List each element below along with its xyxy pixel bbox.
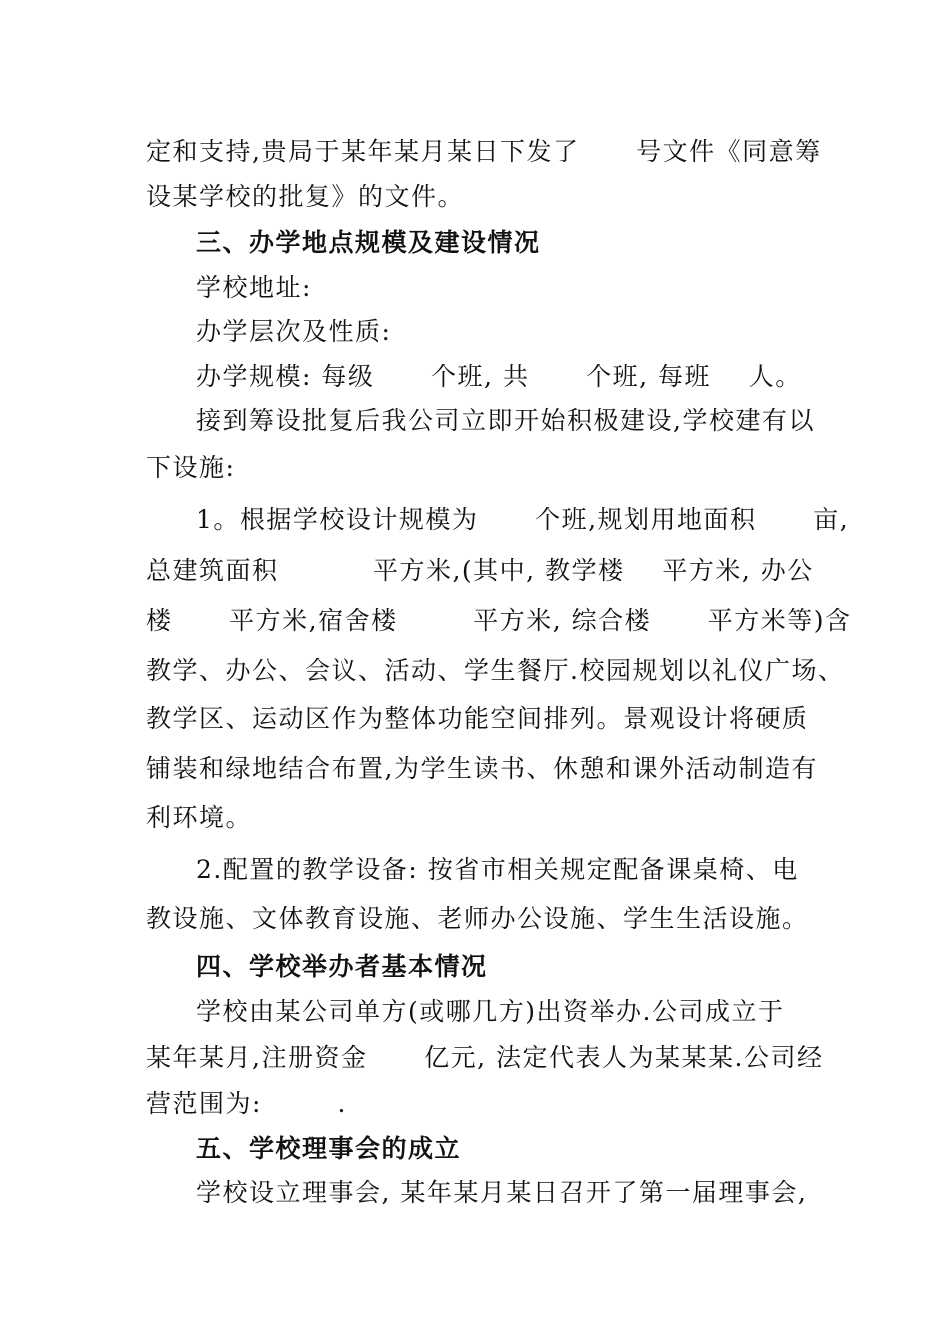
body-text-line: 教设施、文体教育设施、老师办公设施、学生生活设施。 — [146, 904, 809, 933]
body-text-line: 某年某月,注册资金 亿元, 法定代表人为某某某.公司经 — [146, 1043, 824, 1072]
body-text-line: 教学区、运动区作为整体功能空间排列。景观设计将硬质 — [146, 704, 809, 733]
body-text-line: 学校设立理事会, 某年某月某日召开了第一届理事会, — [196, 1178, 808, 1207]
body-text-line: 总建筑面积 平方米,(其中, 教学楼 平方米, 办公 — [146, 556, 814, 585]
body-text-line: 学校地址: — [196, 273, 312, 302]
body-text-line: 教学、办公、会议、活动、学生餐厅.校园规划以礼仪广场、 — [146, 656, 845, 685]
body-text-line: 接到筹设批复后我公司立即开始积极建设,学校建有以 — [196, 406, 815, 435]
section-heading-3: 三、办学地点规模及建设情况 — [196, 228, 541, 257]
body-text-line: 营范围为: . — [146, 1089, 347, 1118]
body-text-line: 1。根据学校设计规模为 个班,规划用地面积 亩, — [196, 505, 850, 534]
body-text-line: 下设施: — [146, 453, 236, 482]
section-heading-4: 四、学校举办者基本情况 — [196, 952, 488, 981]
body-text-line: 楼 平方米,宿舍楼 平方米, 综合楼 平方米等)含 — [146, 606, 852, 635]
body-text-line: 利环境。 — [146, 803, 253, 832]
body-text-line: 设某学校的批复》的文件。 — [146, 182, 465, 211]
body-text-line: 2.配置的教学设备: 按省市相关规定配备课桌椅、电 — [196, 855, 799, 884]
body-text-line: 办学规模: 每级 个班, 共 个班, 每班 人。 — [196, 362, 802, 391]
body-text-line: 学校由某公司单方(或哪几方)出资举办.公司成立于 — [196, 997, 785, 1026]
body-text-line: 办学层次及性质: — [196, 317, 392, 346]
section-heading-5: 五、学校理事会的成立 — [196, 1134, 462, 1163]
body-text-line: 定和支持,贵局于某年某月某日下发了 号文件《同意筹 — [146, 137, 822, 166]
body-text-line: 铺装和绿地结合布置,为学生读书、休憩和课外活动制造有 — [146, 754, 818, 783]
